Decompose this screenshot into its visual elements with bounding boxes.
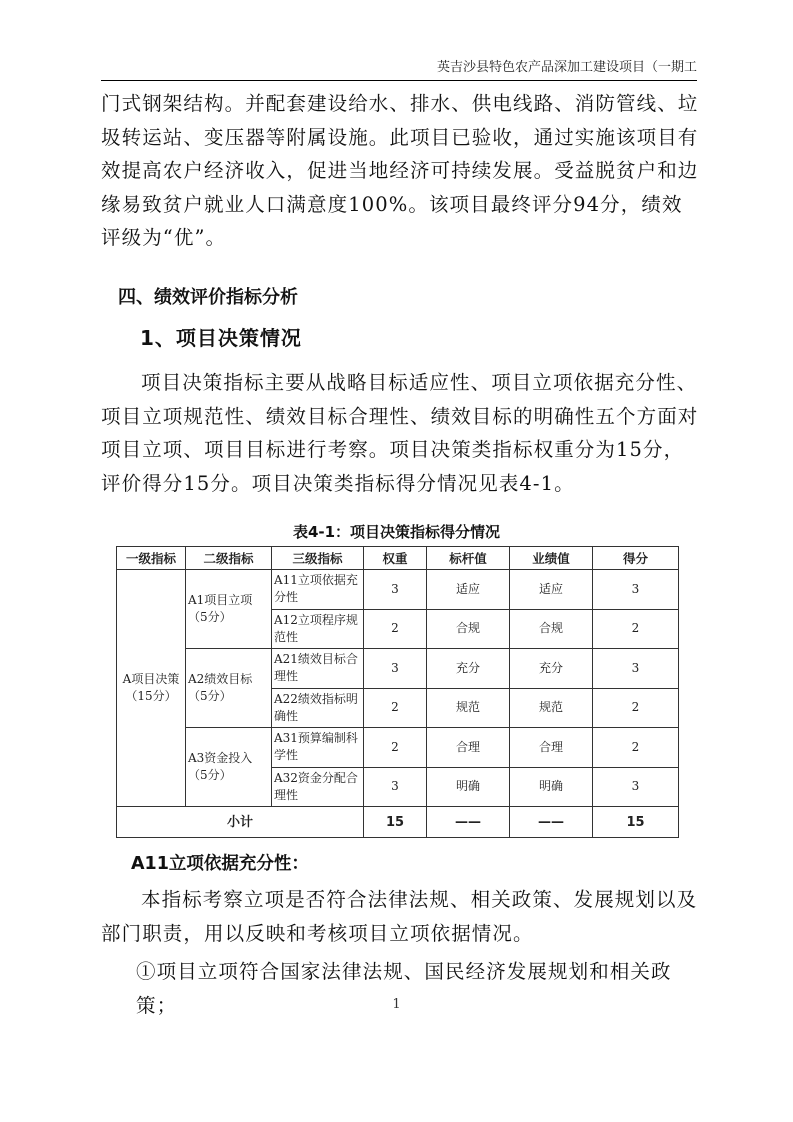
- intro-paragraph: 门式钢架结构。并配套建设给水、排水、供电线路、消防管线、垃圾转运站、变压器等附属设施。此项目已验收，通过实施该项目有效提高农户经济收入，促进当地经济可持续发展。受益脱贫户和边缘易致贫户就业人口满意度100%。该项目最终评分94分，绩效评级为“优”。: [101, 92, 699, 249]
- score-cell: 3: [593, 767, 679, 807]
- page-number: 1: [392, 997, 401, 1012]
- level3-cell: A32资金分配合理性: [272, 767, 364, 807]
- section-heading: 四、绩效评价指标分析: [118, 287, 298, 308]
- weight-cell: 2: [364, 688, 427, 728]
- score-cell: 2: [593, 609, 679, 649]
- table-row: [117, 570, 679, 610]
- header-benchmark: 标杆值: [427, 547, 510, 570]
- level2-cell: A3资金投入（5分）: [186, 728, 272, 807]
- table-row: [117, 649, 679, 689]
- score-cell: 2: [593, 728, 679, 768]
- table-caption: 表4-1：项目决策指标得分情况: [292, 523, 501, 541]
- actual-cell: 适应: [510, 570, 593, 610]
- weight-cell: 3: [364, 570, 427, 610]
- level2-cell: A1项目立项（5分）: [186, 570, 272, 649]
- header-actual: 业绩值: [510, 547, 593, 570]
- header-rule: [101, 80, 697, 81]
- total-benchmark: ——: [427, 807, 510, 838]
- actual-cell: 充分: [510, 649, 593, 689]
- benchmark-cell: 合理: [427, 728, 510, 768]
- total-label: 小计: [117, 807, 364, 838]
- indicator-item: ①项目立项符合国家法律法规、国民经济发展规划和相关政策；: [136, 960, 672, 1017]
- actual-cell: 规范: [510, 688, 593, 728]
- header-score: 得分: [593, 547, 679, 570]
- header-level2: 二级指标: [186, 547, 272, 570]
- level1-cell: A项目决策（15分）: [117, 570, 186, 807]
- total-score: 15: [593, 807, 679, 838]
- total-actual: ——: [510, 807, 593, 838]
- benchmark-cell: 合规: [427, 609, 510, 649]
- score-cell: 3: [593, 570, 679, 610]
- actual-cell: 合理: [510, 728, 593, 768]
- table-header-row: [117, 547, 679, 570]
- table-row: [117, 728, 679, 768]
- benchmark-cell: 明确: [427, 767, 510, 807]
- header-level3: 三级指标: [272, 547, 364, 570]
- header-level1: 一级指标: [117, 547, 186, 570]
- weight-cell: 2: [364, 728, 427, 768]
- indicator-heading: A11立项依据充分性：: [131, 854, 309, 874]
- score-cell: 2: [593, 688, 679, 728]
- weight-cell: 2: [364, 609, 427, 649]
- weight-cell: 3: [364, 649, 427, 689]
- level3-cell: A21绩效目标合理性: [272, 649, 364, 689]
- level2-cell: A2绩效目标（5分）: [186, 649, 272, 728]
- total-weight: 15: [364, 807, 427, 838]
- actual-cell: 明确: [510, 767, 593, 807]
- score-cell: 3: [593, 649, 679, 689]
- indicator-paragraph: 本指标考察立项是否符合法律法规、相关政策、发展规划以及部门职责，用以反映和考核项目立项依据情况。: [101, 888, 698, 945]
- level3-cell: A11立项依据充分性: [272, 570, 364, 610]
- header-weight: 权重: [364, 547, 427, 570]
- table-total-row: [117, 807, 679, 838]
- level3-cell: A12立项程序规范性: [272, 609, 364, 649]
- level3-cell: A31预算编制科学性: [272, 728, 364, 768]
- decision-score-table: [116, 546, 679, 838]
- running-header: 英吉沙县特色农产品深加工建设项目（一期工: [436, 60, 697, 75]
- actual-cell: 合规: [510, 609, 593, 649]
- benchmark-cell: 适应: [427, 570, 510, 610]
- weight-cell: 3: [364, 767, 427, 807]
- level3-cell: A22绩效指标明确性: [272, 688, 364, 728]
- benchmark-cell: 充分: [427, 649, 510, 689]
- decision-paragraph: 项目决策指标主要从战略目标适应性、项目立项依据充分性、项目立项规范性、绩效目标合理性、绩效目标的明确性五个方面对项目立项、项目目标进行考察。项目决策类指标权重分为15分，评价得分15分。项目决策类指标得分情况见表4-1。: [101, 371, 699, 495]
- subsection-heading: 1、项目决策情况: [140, 326, 302, 350]
- benchmark-cell: 规范: [427, 688, 510, 728]
